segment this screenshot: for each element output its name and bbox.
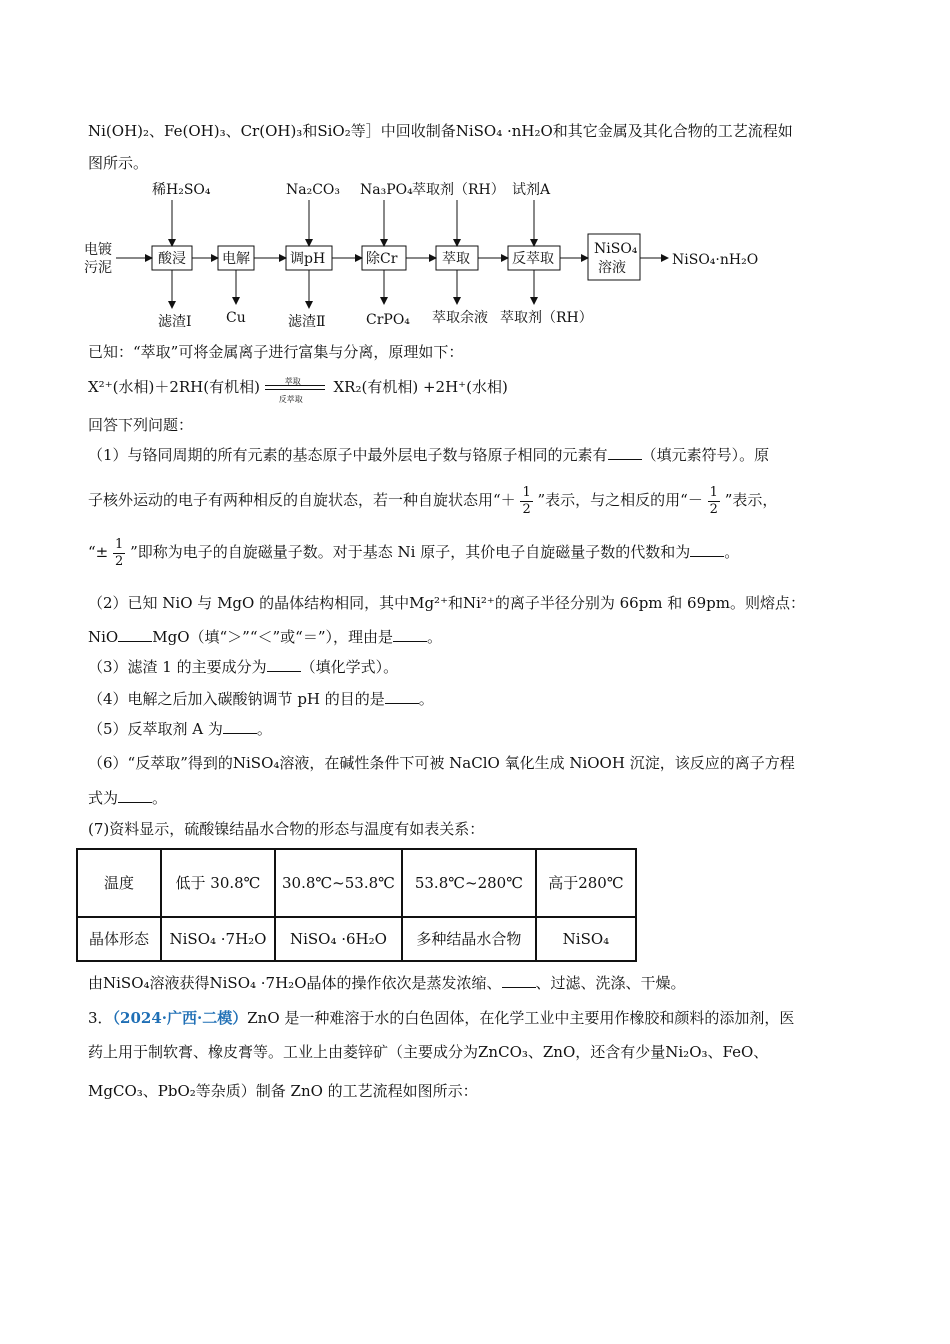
box-solution: 溶液 [598,260,626,276]
q7-line-2: 由NiSO₄溶液获得NiSO₄ ·7H₂O晶体的操作依次是蒸发浓缩、 、过滤、洗涤、干燥。 [88,974,686,992]
table-cell: 高于280℃ [536,849,636,917]
q5-blank[interactable] [223,719,257,734]
known-line: 已知：“萃取”可将金属离子进行富集与分离，原理如下： [88,343,464,361]
table-cell: 53.8℃~280℃ [402,849,536,917]
q6-line-2: 式为 。 [88,789,168,807]
box-acid-leach: 酸浸 [158,251,186,267]
half-fraction: $\frac{1}{2}$ [709,484,718,517]
box-extraction: 萃取 [442,251,470,267]
table-cell: 低于 30.8℃ [161,849,275,917]
box-remove-cr: 除Cr [366,251,398,267]
problem-source: （2024·广西·二模） [112,1009,248,1027]
output-residue-1: 滤渣Ⅰ [158,314,192,330]
q3-line: （3）滤渣 1 的主要成分为 （填化学式）。 [88,658,399,676]
table-cell: 30.8℃~53.8℃ [275,849,402,917]
q1-text-c2: ”即称为电子的自旋磁量子数。对于基态 Ni 原子，其价电子自旋磁量子数的代数和为 [130,543,691,561]
reagent-extractant: 萃取剂（RH） [412,182,505,198]
problem-3-line-1: 3．（2024·广西·二模）ZnO 是一种难溶于水的白色固体，在化学工业中主要用作橡胶和颜料的添加剂，医 [88,1009,795,1027]
hydrate-temperature-table [76,848,637,962]
problem-number: 3． [88,1009,113,1027]
q2-line-1: （2）已知 NiO 与 MgO 的晶体结构相同，其中Mg²⁺和Ni²⁺的离子半径分别为 66pm 和 69pm。则熔点： [88,594,805,612]
output-raffinate: 萃取余液 [432,310,488,326]
q1-line-2 [88,482,777,518]
q6-blank[interactable] [118,788,152,803]
arrow-bottom-label: 反萃取 [278,395,303,404]
problem-3-line-3: MgCO₃、PbO₂等杂质）制备 ZnO 的工艺流程如图所示： [88,1082,478,1100]
table-row [77,849,636,917]
q3-blank[interactable] [267,657,301,672]
process-flow-diagram [82,178,782,338]
feed-label-2: 污泥 [84,260,112,276]
table-cell: NiSO₄ ·6H₂O [275,917,402,961]
q1-line-1 [88,444,769,466]
q4-blank[interactable] [385,689,419,704]
box-electrolysis: 电解 [222,251,250,267]
output-extractant: 萃取剂（RH） [500,310,593,326]
box-adjust-ph: 调pH [290,251,326,267]
extraction-equation [88,376,508,404]
table-cell: 温度 [77,849,161,917]
table-cell: 多种结晶水合物 [402,917,536,961]
q5-line: （5）反萃取剂 A 为 。 [88,720,272,738]
reagent-na3po4: Na₃PO₄ [360,182,413,198]
q1-text-c1: “± [88,543,109,561]
table-cell: NiSO₄ ·7H₂O [161,917,275,961]
table-cell: 晶体形态 [77,917,161,961]
q7-blank[interactable] [502,973,536,988]
box-back-extraction: 反萃取 [512,251,554,267]
answer-prompt: 回答下列问题： [88,416,194,434]
q1-line-3: “± $\frac{1}{2}$ ”即称为电子的自旋磁量子数。对于基态 Ni 原子，其价电子自旋磁量子数的代数和为 。 [88,536,740,569]
reagent-na2co3: Na₂CO₃ [286,182,341,198]
q1-blank-1[interactable] [608,445,642,460]
q6-line-1: （6）“反萃取”得到的NiSO₄溶液，在碱性条件下可被 NaClO 氧化生成 NiOOH 沉淀，该反应的离子方程 [88,754,795,772]
intro-line-1: Ni(OH)₂、Fe(OH)₃、Cr(OH)₃和SiO₂等］中回收制备NiSO₄ ·nH₂O和其它金属及其化合物的工艺流程如 [88,122,793,140]
eq-plus: +2H⁺(水相) [422,378,508,396]
output-cu: Cu [226,310,246,326]
product-label: NiSO₄·nH₂O [672,252,759,268]
half-fraction: $\frac{1}{2}$ [115,536,124,569]
reagent-h2so4: 稀H₂SO₄ [152,182,211,198]
eq-right: XR₂(有机相) [333,378,419,396]
output-residue-2: 滤渣Ⅱ [288,314,326,330]
intro-line-2: 图所示。 [88,154,149,172]
q2-blank-2[interactable] [393,627,427,642]
table-row [77,917,636,961]
q1-text-b1: 子核外运动的电子有两种相反的自旋状态，若一种自旋状态用“＋ [88,491,516,509]
problem-3-line-2: 药上用于制软膏、橡皮膏等。工业上由菱锌矿（主要成分为ZnCO₃、ZnO，还含有少量Ni₂O₃、FeO、 [88,1043,769,1061]
half-fraction: $\frac{1}{2}$ [522,484,531,517]
reagent-a: 试剂A [512,182,551,198]
box-niso4: NiSO₄ [594,241,638,257]
eq-left: X²⁺(水相)＋2RH(有机相) [88,378,260,396]
q1-text-b3: ”表示， [724,491,778,509]
table-cell: NiSO₄ [536,917,636,961]
q1-text-a: （1）与铬同周期的所有元素的基态原子中最外层电子数与铬原子相同的元素有 [88,446,608,464]
output-crpo4: CrPO₄ [366,312,410,328]
arrow-top-label: 萃取 [284,377,301,386]
q1-text-a-tail: （填元素符号）。原 [641,446,770,464]
q1-blank-2[interactable] [690,542,724,557]
q1-text-b2: ”表示，与之相反的用“－ [537,491,703,509]
q2-blank-1[interactable] [118,627,152,642]
feed-label-1: 电镀 [84,242,112,258]
q4-line: （4）电解之后加入碳酸钠调节 pH 的目的是 。 [88,690,434,708]
equilibrium-arrow-icon [265,377,329,404]
q2-line-2: NiO MgO（填“＞”“＜”或“＝”），理由是 。 [88,628,443,646]
q7-intro: (7)资料显示，硫酸镍结晶水合物的形态与温度有如表关系： [88,820,485,838]
